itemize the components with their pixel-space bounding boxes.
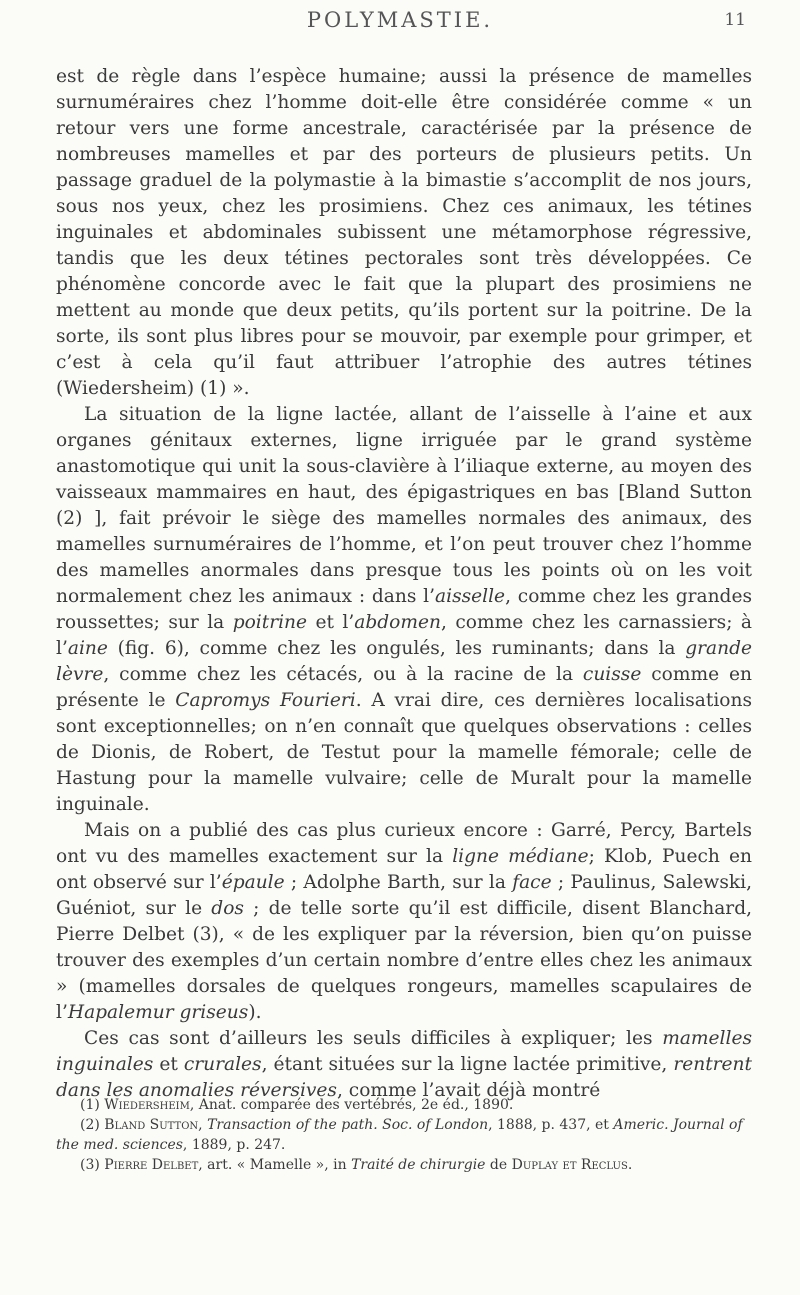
paragraph-4: Ces cas sont d’ailleurs les seuls difficiles à expliquer; les mamelles inguinales et crurales, étant situées sur la ligne lactée primitive, rentrent dans les anomalies réversives, comme l’avait déjà montré [56, 1028, 753, 1101]
footnote-1: (1) Wiedersheim, Anat. comparée des vertébrés, 2e éd., 1890. [80, 1097, 514, 1113]
footnotes [56, 1095, 756, 1175]
running-head [0, 0, 800, 60]
paragraph-3: Mais on a publié des cas plus curieux encore : Garré, Percy, Bartels ont vu des mamelles exactement sur la ligne médiane; Klob, Puech en ont observé sur l’épaule ; Adolphe Barth, sur la face ; Paulinus, Salewski, Guéniot, sur le dos ; de telle sorte qu’il est difficile, disent Blanchard, Pierre Delbet (3), « de les expliquer par la réversion, bien qu’on puisse trouver des exemples d’un certain nombre d’entre elles chez les animaux » (mamelles dorsales de quelques rongeurs, mamelles scapulaires de l’Hapalemur griseus). [56, 820, 753, 1023]
page-number: 11 [724, 10, 746, 30]
paragraph-2: La situation de la ligne lactée, allant de l’aisselle à l’aine et aux organes génitaux externes, ligne irriguée par le grand système anastomotique qui unit la sous-clavière à l’iliaque externe, au moyen des vaisseaux mammaires en haut, des épigastriques en bas [Bland Sutton (2) ], fait prévoir le siège des mamelles normales des animaux, des mamelles surnuméraires de l’homme, et l’on peut trouver chez l’homme des mamelles anormales dans presque tous les points où on les voit normalement chez les animaux : dans l’aisselle, comme chez les grandes roussettes; sur la poitrine et l’abdomen, comme chez les carnassiers; à l’aine (fig. 6), comme chez les ongulés, les ruminants; dans la grande lèvre, comme chez les cétacés, ou à la racine de la cuisse comme en présente le Capromys Fourieri. A vrai dire, ces dernières localisations sont exceptionnelles; on n’en connaît que quelques observations : celles de Dionis, de Robert, de Testut pour la mamelle fémorale; celle de Hastung pour la mamelle vulvaire; celle de Muralt pour la mamelle inguinale. [56, 404, 752, 815]
footnote-2: (2) Bland Sutton, Transaction of the path. Soc. of London, 1888, p. 437, et Americ. Journal of the med. sciences, 1889, p. 247. [56, 1117, 743, 1153]
footnote-3: (3) Pierre Delbet, art. « Mamelle », in Traité de chirurgie de Duplay et Reclus. [80, 1157, 633, 1173]
paragraph-1: est de règle dans l’espèce humaine; aussi la présence de mamelles surnuméraires chez l’homme doit-elle être considérée comme « un retour vers une forme ancestrale, caractérisée par la présence de nombreuses mamelles et par des porteurs de plusieurs petits. Un passage graduel de la polymastie à la bimastie s’accomplit de nos jours, sous nos yeux, chez les prosimiens. Chez ces animaux, les tétines inguinales et abdominales subissent une métamorphose régressive, tandis que les deux tétines pectorales sont très développées. Ce phénomène concorde avec le fait que la plupart des prosimiens ne mettent au monde que deux petits, qu’ils portent sur la poitrine. De la sorte, ils sont plus libres pour se mouvoir, par exemple pour grimper, et c’est à cela qu’il faut attribuer l’atrophie des autres tétines (Wiedersheim) (1) ». [56, 66, 752, 399]
running-title: POLYMASTIE. [306, 8, 494, 32]
body-text [56, 64, 752, 1104]
